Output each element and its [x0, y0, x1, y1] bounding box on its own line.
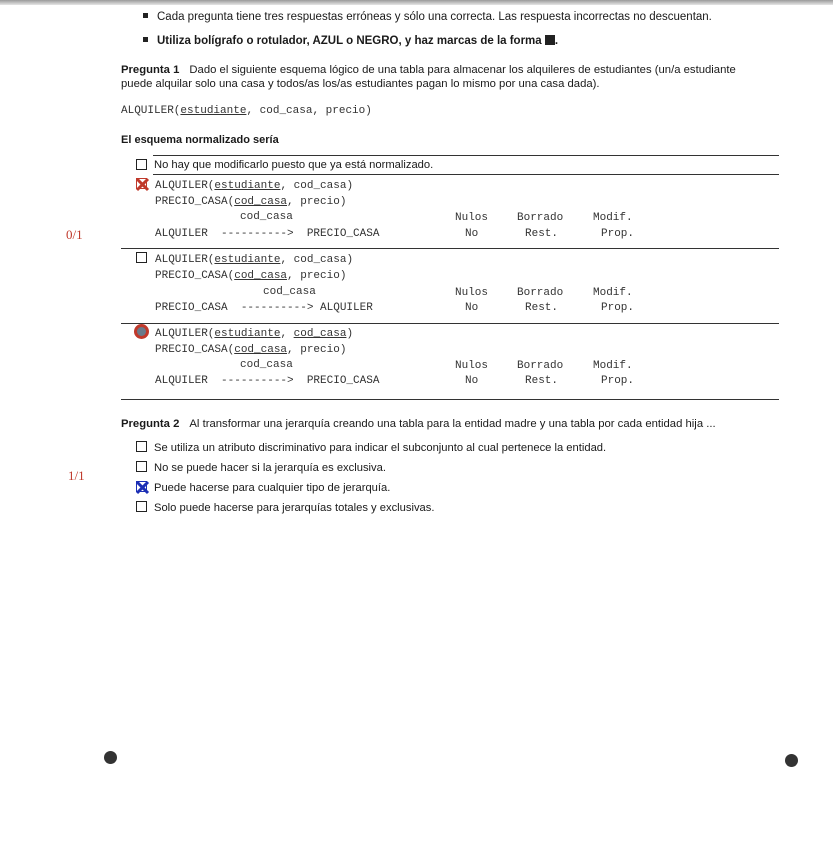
question-2: [121, 417, 811, 431]
key: cod_casa: [234, 196, 288, 208]
q2-option-b-text: No se puede hacer si la jerarquía es exclusiva.: [154, 462, 386, 474]
text: , precio): [287, 196, 347, 208]
option-b-v-modif: Prop.: [601, 228, 635, 240]
option-c-v-modif: Prop.: [601, 302, 635, 314]
question-1-score: 0/1: [66, 227, 83, 242]
instruction-text-1: Cada pregunta tiene tres respuestas erróneas y sólo una correcta. Las respuesta incorrectas no descuentan.: [157, 11, 712, 23]
text: , cod_casa): [280, 180, 354, 192]
key: cod_casa: [293, 328, 347, 340]
option-b-checkbox[interactable]: [136, 178, 147, 189]
option-c-line1: [155, 254, 353, 266]
schema-name: ALQUILER(: [121, 105, 181, 117]
bullet-icon: [143, 13, 148, 18]
option-a-text: No hay que modificarlo puesto que ya está normalizado.: [154, 159, 434, 171]
text: ALQUILER(: [155, 254, 215, 266]
option-b-fk-attr: cod_casa: [240, 211, 293, 223]
filled-square-icon: [545, 35, 555, 45]
divider: [121, 399, 779, 400]
q2-option-a-text: Se utiliza un atributo discriminativo para indicar el subconjunto al cual pertenece la entidad.: [154, 442, 607, 454]
option-d-fk-line: ALQUILER ----------> PRECIO_CASA: [155, 375, 380, 387]
option-c-h-borrado: Borrado: [517, 287, 564, 299]
text: PRECIO_CASA(: [155, 270, 235, 282]
key: estudiante: [214, 180, 281, 192]
text: ): [346, 328, 354, 340]
option-d-correct-circle-icon[interactable]: [134, 324, 149, 339]
key: estudiante: [214, 254, 281, 266]
question-1-text-line2: puede alquilar solo una casa y todos/as los/as estudiantes pagan lo mismo por una casa dada).: [121, 78, 600, 90]
option-d-v-nulos: No: [465, 375, 479, 387]
q2-option-c-checkbox[interactable]: [136, 481, 147, 492]
question-1-prompt: El esquema normalizado sería: [121, 134, 279, 146]
option-c-v-nulos: No: [465, 302, 479, 314]
text: , precio): [287, 270, 347, 282]
question-1-text-line1: Dado el siguiente esquema lógico de una tabla para almacenar los alquileres de estudiantes (un/a estudiante: [189, 64, 736, 76]
option-c-h-modif: Modif.: [593, 287, 633, 299]
option-b-h-borrado: Borrado: [517, 212, 564, 224]
text: PRECIO_CASA(: [155, 196, 235, 208]
divider: [153, 155, 779, 156]
question-1-label: Pregunta 1: [121, 64, 180, 76]
blue-x-mark-icon: [135, 480, 150, 495]
question-2-label: Pregunta 2: [121, 418, 180, 430]
question-1-schema: [121, 105, 372, 117]
key: cod_casa: [234, 270, 288, 282]
question-2-score: 1/1: [68, 468, 85, 483]
option-a-checkbox[interactable]: [136, 159, 147, 170]
option-b-fk-line: ALQUILER ----------> PRECIO_CASA: [155, 228, 380, 240]
text: , precio): [287, 344, 347, 356]
option-c-fk-line: PRECIO_CASA ----------> ALQUILER: [155, 302, 373, 314]
divider: [153, 174, 779, 175]
divider: [121, 248, 779, 249]
option-d-line1: [155, 328, 353, 340]
option-d-h-borrado: Borrado: [517, 360, 564, 372]
text: ,: [280, 328, 294, 340]
option-c-line2: [155, 270, 346, 282]
option-c-checkbox[interactable]: [136, 252, 147, 263]
q2-option-b-checkbox[interactable]: [136, 461, 147, 472]
circle-fill: [137, 327, 146, 336]
option-b-v-borrado: Rest.: [525, 228, 559, 240]
option-c-v-borrado: Rest.: [525, 302, 559, 314]
page-top-edge: [0, 0, 833, 5]
question-1: [121, 63, 791, 91]
text: ALQUILER(: [155, 180, 215, 192]
option-d-h-nulos: Nulos: [455, 360, 489, 372]
option-c-h-nulos: Nulos: [455, 287, 489, 299]
option-b-v-nulos: No: [465, 228, 479, 240]
option-b-h-modif: Modif.: [593, 212, 633, 224]
text: PRECIO_CASA(: [155, 344, 235, 356]
option-d-h-modif: Modif.: [593, 360, 633, 372]
option-d-line2: [155, 344, 346, 356]
option-b-line2: [155, 196, 346, 208]
question-2-text: Al transformar una jerarquía creando una tabla para la entidad madre y una tabla por cada entidad hija ...: [189, 418, 716, 430]
instruction-bullet-1: [143, 11, 712, 23]
instruction-text-2: Utiliza bolígrafo o rotulador, AZUL o NEGRO, y haz marcas de la forma: [157, 35, 542, 47]
bullet-icon: [143, 37, 148, 42]
schema-key: estudiante: [180, 105, 247, 117]
text: ALQUILER(: [155, 328, 215, 340]
option-b-h-nulos: Nulos: [455, 212, 489, 224]
option-d-v-modif: Prop.: [601, 375, 635, 387]
key: cod_casa: [234, 344, 288, 356]
q2-option-d-checkbox[interactable]: [136, 501, 147, 512]
option-c-fk-attr: cod_casa: [263, 286, 316, 298]
registration-dot-left: [104, 751, 117, 764]
option-b-line1: [155, 180, 353, 192]
schema-rest: , cod_casa, precio): [246, 105, 372, 117]
option-d-fk-attr: cod_casa: [240, 359, 293, 371]
q2-option-a-checkbox[interactable]: [136, 441, 147, 452]
option-d-v-borrado: Rest.: [525, 375, 559, 387]
q2-option-d-text: Solo puede hacerse para jerarquías totales y exclusivas.: [154, 502, 435, 514]
divider: [121, 323, 779, 324]
q2-option-c-text: Puede hacerse para cualquier tipo de jerarquía.: [154, 482, 391, 494]
red-x-mark-icon: [135, 177, 150, 192]
registration-dot-right: [785, 754, 798, 767]
text: , cod_casa): [280, 254, 354, 266]
key: estudiante: [214, 328, 281, 340]
instruction-bullet-2: Utiliza bolígrafo o rotulador, AZUL o NEGRO, y haz marcas de la forma .: [143, 35, 558, 47]
